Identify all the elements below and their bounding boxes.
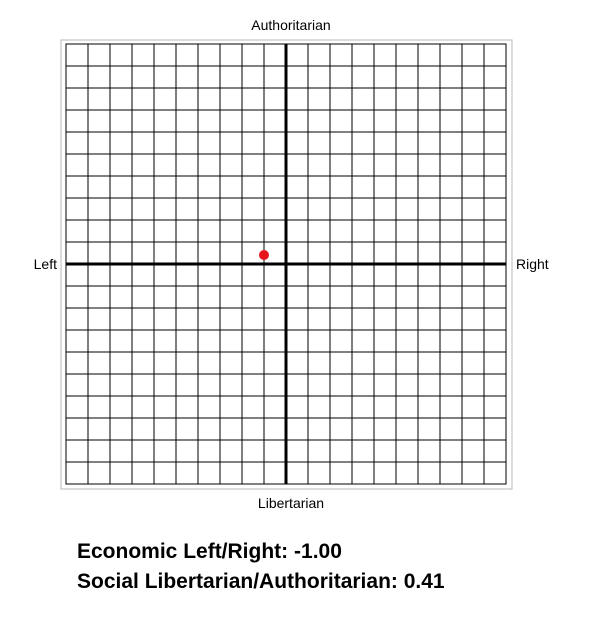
economic-score [77, 540, 342, 564]
social-score-value: 0.41 [403, 570, 445, 593]
social-score-label: Social Libertarian/Authoritarian: [77, 570, 398, 593]
economic-score-label: Economic Left/Right: [77, 540, 289, 563]
data-points [259, 250, 269, 260]
axis-label-top: Authoritarian [251, 17, 331, 33]
data-point-marker [259, 250, 269, 260]
axis-label-bottom: Libertarian [257, 495, 325, 511]
axis-label-right: Right [516, 256, 549, 272]
social-score [77, 570, 445, 594]
economic-score-value: -1.00 [294, 540, 342, 563]
axis-label-left: Left [33, 256, 57, 272]
